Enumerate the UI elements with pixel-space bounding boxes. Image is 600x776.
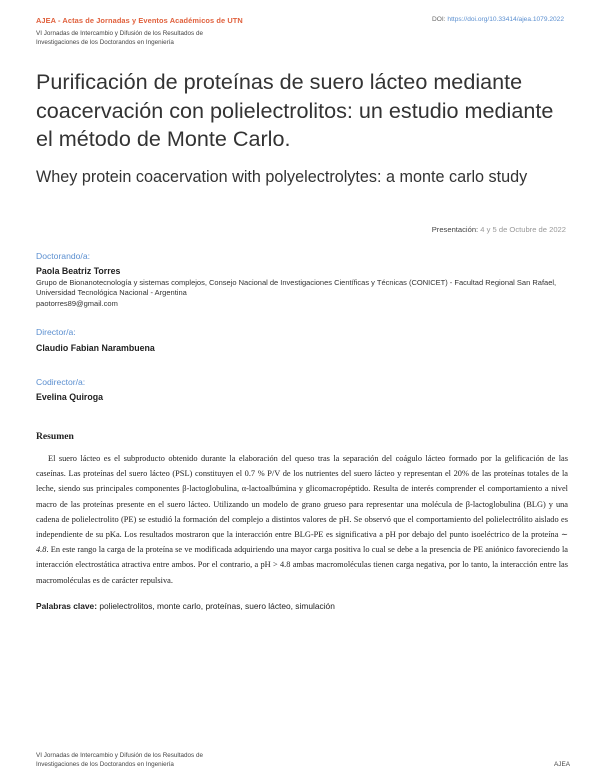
footer-event-line-1: VI Jornadas de Intercambio y Difusión de los Resultados de — [36, 752, 203, 759]
abstract-text-part-2: . En este rango la carga de la proteína se ve modificada adquiriendo una mayor carga positiva lo cual se debe a la presencia de PE aniónico favoreciendo la interacción electrostática atractiva entre ambos. Por el contrario, a pH > 4.8 ambas macromoléculas tienen carga negativa, por lo tanto, la interacción entre las macromoléculas es de carácter repulsiva. — [36, 545, 568, 585]
codirector-name: Evelina Quiroga — [36, 392, 103, 402]
abstract-text-part-1: El suero lácteo es el subproducto obtenido durante la elaboración del queso tras la separación del coágulo lácteo formado por la gelificación de las caseínas. Las proteínas del suero lácteo (PSL) constituyen el 0.7 % P/V de los nutrientes del suero lácteo y representan el 20% de las proteínas totales de la leche, siendo sus principales componentes β-lactoglobulina, α-lactoalbúmina y glicomacropéptido. Resulta de interés comprender el comportamiento a nivel macro de las proteínas presente en el suero lácteo. Utilizando un modelo de grano grueso para representar una molécula de β-lactoglobulina (BLG) y una cadena de polielectrolito (PE) se estudió la formación del complejo a distintos valores de pH. Se observó que el comportamiento del polielectrólito aislado es independiente de su pKa. Los resultados mostraron que la interacción entre BLG-PE es significativa a pH por debajo del punto isoeléctrico de la proteína — [36, 454, 568, 540]
codirector-label: Codirector/a: — [36, 377, 86, 387]
doctorando-email[interactable]: paotorres89@gmail.com — [36, 299, 118, 308]
presentation-date — [432, 225, 566, 234]
keywords — [36, 601, 568, 611]
keywords-label: Palabras clave: — [36, 601, 97, 611]
header-event — [36, 30, 276, 47]
doi-link[interactable]: https://doi.org/10.33414/ajea.1079.2022 — [447, 16, 564, 23]
doi-label: DOI: — [432, 16, 448, 23]
header-event-line-1: VI Jornadas de Intercambio y Difusión de los Resultados de — [36, 30, 203, 37]
abstract-text — [36, 451, 568, 588]
doctorando-label: Doctorando/a: — [36, 251, 90, 261]
abstract-heading: Resumen — [36, 431, 74, 442]
footer-journal: AJEA — [554, 761, 570, 768]
abstract-math: ∼ 4.8 — [36, 530, 568, 555]
keywords-value: polielectrolitos, monte carlo, proteínas, suero lácteo, simulación — [97, 601, 335, 611]
director-name: Claudio Fabian Narambuena — [36, 343, 155, 353]
paper-subtitle: Whey protein coacervation with polyelectrolytes: a monte carlo study — [36, 168, 528, 186]
header-event-line-2: Investigaciones de los Doctorandos en Ingeniería — [36, 38, 174, 46]
presentation-label: Presentación: — [431, 225, 479, 234]
footer-event-line-2: Investigaciones de los Doctorandos en Ingeniería — [36, 760, 174, 768]
director-label: Director/a: — [36, 327, 76, 337]
paper-title: Purificación de proteínas de suero lácteo mediante coacervación con polielectrolitos: un estudio mediante el método de Monte Carlo. — [36, 69, 554, 152]
journal-name: AJEA - Actas de Jornadas y Eventos Académicos de UTN — [36, 16, 243, 25]
presentation-value: 4 y 5 de Octubre de 2022 — [480, 225, 566, 234]
doctorando-affiliation: Grupo de Bionanotecnología y sistemas complejos, Consejo Nacional de Investigaciones Científicas y Técnicas (CONICET) - Facultad Regional San Rafael, Universidad Tecnológica Nacional - Argentina — [36, 278, 557, 298]
footer-event — [36, 752, 276, 769]
doctorando-name: Paola Beatriz Torres — [36, 266, 121, 276]
doi — [432, 16, 564, 23]
